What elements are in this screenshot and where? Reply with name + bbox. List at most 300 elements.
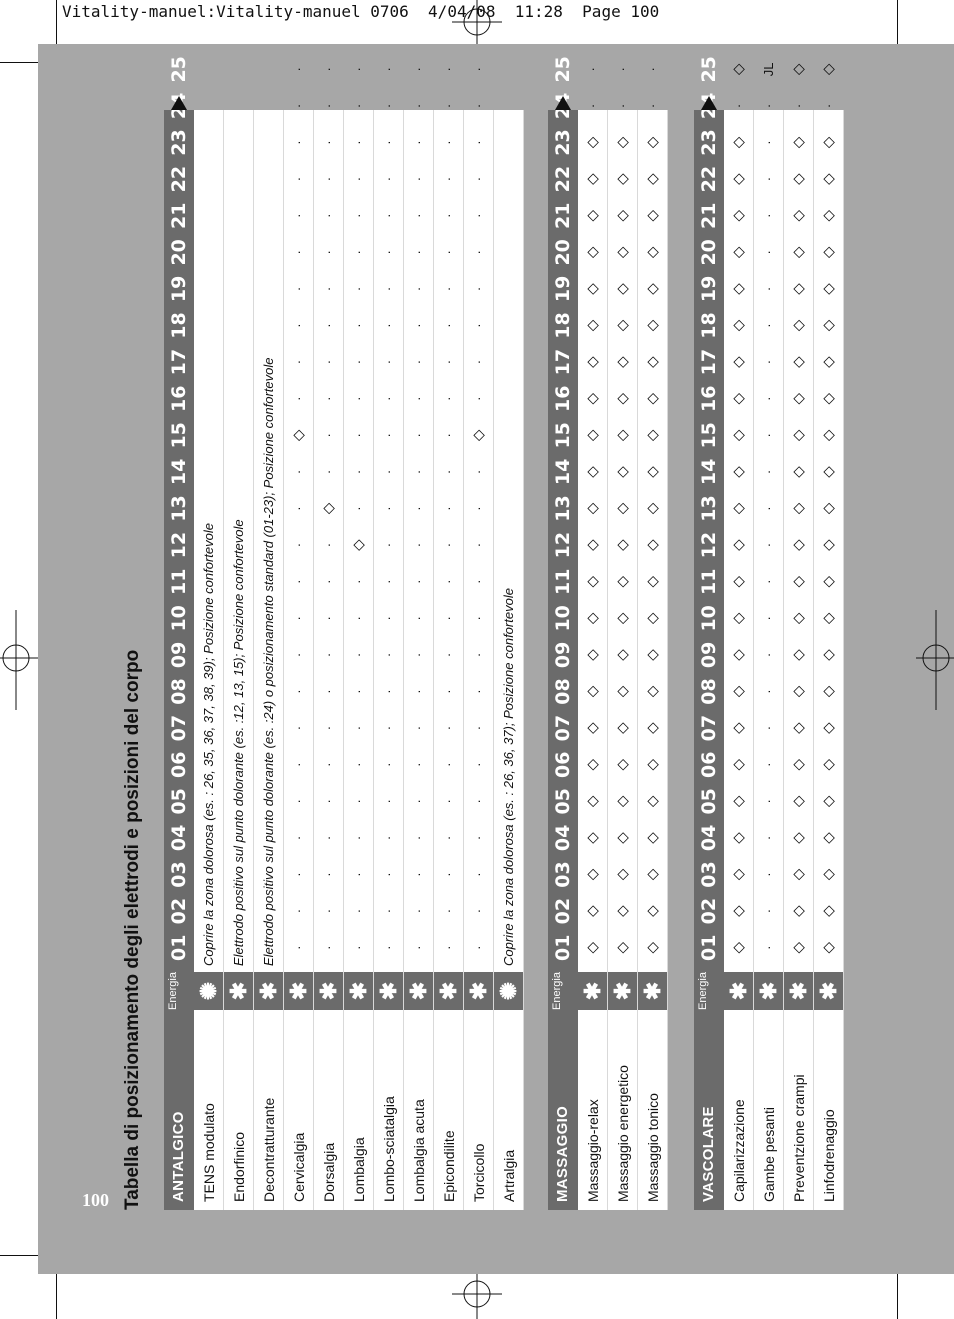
position-cell: ◇ [644, 209, 661, 222]
position-cell: · [761, 689, 776, 694]
position-cell: · [791, 103, 806, 109]
position-cell: · [761, 213, 776, 218]
position-cell: · [381, 616, 396, 621]
position-cell: · [321, 689, 336, 694]
position-cell: · [441, 286, 456, 292]
position-header: 03 [698, 861, 720, 888]
table-row [344, 67, 374, 1210]
position-cell: ◇ [790, 246, 807, 259]
star-icon: ✱ [724, 972, 754, 1010]
position-cell: ◇ [820, 612, 837, 625]
position-cell: ◇ [790, 539, 807, 551]
position-cell: · [761, 835, 776, 841]
position-cell: ◇ [790, 392, 807, 405]
position-cell: · [471, 286, 486, 292]
position-cell: · [291, 542, 306, 548]
position-cell: ◇ [584, 868, 601, 881]
position-cell: · [441, 250, 456, 255]
page-number: 100 [82, 1190, 109, 1210]
position-cell: ◇ [790, 429, 807, 442]
position-cell: · [291, 579, 306, 584]
position-header: 22 [168, 165, 190, 193]
star-icon: ✱ [784, 972, 814, 1010]
star-icon: ✱ [814, 972, 844, 1010]
position-header: 16 [698, 385, 720, 412]
position-cell: JL [761, 62, 776, 77]
position-header: 20 [168, 239, 190, 266]
position-cell: ◇ [790, 356, 807, 368]
position-cell: ◇ [790, 685, 807, 698]
position-cell: · [411, 469, 426, 475]
position-header: 20 [552, 239, 574, 266]
position-cell: · [645, 103, 660, 109]
position-cell: · [291, 725, 306, 731]
position-cell: ◇ [730, 173, 747, 185]
position-header: 17 [168, 348, 190, 376]
position-cell: · [291, 250, 306, 255]
position-header: 14 [698, 458, 720, 486]
position-cell: ◇ [644, 392, 661, 405]
position-cell: ◇ [730, 868, 747, 881]
position-cell: · [411, 799, 426, 804]
position-cell: · [381, 140, 396, 145]
position-cell: ◇ [584, 319, 601, 332]
position-cell: ◇ [644, 758, 661, 771]
position-cell: · [381, 579, 396, 584]
position-cell: ◇ [350, 539, 367, 551]
position-cell: ◇ [584, 246, 601, 259]
position-header: 07 [552, 714, 574, 742]
position-cell: ◇ [790, 319, 807, 332]
section-header [548, 56, 578, 1210]
position-header: 13 [168, 495, 190, 522]
crop-mark [0, 1255, 38, 1256]
position-header: 22 [698, 165, 720, 193]
position-cell: · [441, 67, 456, 72]
registration-mark-icon [452, 1274, 502, 1319]
position-cell: ◇ [730, 319, 747, 332]
position-cell: ◇ [614, 685, 631, 698]
position-cell: · [441, 872, 456, 877]
position-header: 19 [552, 275, 574, 303]
position-header: 08 [698, 678, 720, 705]
position-header: 09 [168, 641, 190, 669]
row-label: Massaggio-relax [585, 1099, 601, 1202]
position-cell: · [321, 433, 336, 438]
table-row [608, 67, 638, 1210]
position-cell: · [585, 67, 600, 72]
position-cell: ◇ [820, 575, 837, 588]
section-title: VASCOLARE [700, 1106, 717, 1202]
position-cell: · [411, 359, 426, 365]
position-cell: · [441, 396, 456, 401]
position-cell: ◇ [584, 392, 601, 405]
position-cell: · [411, 506, 426, 511]
position-cell: ◇ [614, 392, 631, 405]
position-cell: · [761, 140, 776, 145]
position-cell: · [381, 689, 396, 694]
energy-column-header: Energia [164, 972, 194, 1010]
position-cell: · [351, 689, 366, 694]
position-cell: · [291, 945, 306, 950]
position-cell: · [321, 835, 336, 841]
position-header: 15 [698, 422, 720, 449]
position-cell: · [585, 103, 600, 109]
position-cell: · [761, 579, 776, 584]
position-cell: · [291, 506, 306, 511]
star-icon: ✱ [608, 972, 638, 1010]
arrow-icon [555, 96, 571, 110]
table-row [314, 67, 344, 1210]
position-cell: · [321, 945, 336, 950]
position-cell: · [441, 725, 456, 731]
position-cell: · [321, 872, 336, 877]
position-cell: · [291, 286, 306, 292]
position-cell: ◇ [820, 722, 837, 734]
position-cell: ◇ [730, 502, 747, 515]
position-cell: ◇ [644, 466, 661, 478]
position-cell: · [761, 616, 776, 621]
star-icon: ✱ [638, 972, 668, 1010]
position-cell: · [615, 103, 630, 109]
position-cell: ◇ [730, 136, 747, 149]
position-header: 14 [552, 458, 574, 486]
row-note: Coprire la zona dolorosa (es. : 26, 35, 36, 37, 38, 39); Posizione confortevole [201, 523, 216, 966]
table-row [404, 67, 434, 1210]
row-label: TENS modulato [201, 1103, 217, 1202]
position-cell: ◇ [730, 905, 747, 917]
registration-mark-icon [916, 610, 954, 710]
position-cell: ◇ [820, 502, 837, 515]
position-cell: · [291, 67, 306, 72]
position-cell: ◇ [614, 319, 631, 332]
position-cell: ◇ [584, 466, 601, 478]
position-cell: ◇ [644, 502, 661, 515]
registration-mark-icon [452, 0, 502, 44]
position-cell: ◇ [644, 832, 661, 844]
row-label: Lombo-sciatalgia [381, 1096, 397, 1202]
position-cell: · [761, 286, 776, 292]
position-header: 06 [552, 751, 574, 778]
row-label: Gambe pesanti [761, 1107, 777, 1202]
position-cell: ◇ [614, 246, 631, 259]
position-header: 14 [168, 458, 190, 486]
position-header: 18 [168, 312, 190, 339]
position-cell: · [441, 506, 456, 511]
crop-mark [0, 62, 38, 63]
position-cell: ◇ [584, 502, 601, 515]
position-cell: · [321, 579, 336, 584]
position-cell: · [381, 542, 396, 548]
position-cell: · [321, 359, 336, 365]
position-cell: ◇ [584, 832, 601, 844]
position-cell: ◇ [614, 941, 631, 954]
position-cell: · [441, 652, 456, 658]
position-header: 24 [168, 92, 190, 120]
position-cell: · [411, 140, 426, 145]
position-cell: · [471, 213, 486, 218]
position-header: 20 [698, 239, 720, 266]
position-cell: · [381, 652, 396, 658]
position-header: 11 [168, 568, 190, 595]
position-header: 09 [698, 641, 720, 669]
position-cell: ◇ [730, 356, 747, 368]
position-cell: · [411, 945, 426, 950]
position-cell: · [351, 433, 366, 438]
position-cell: · [381, 872, 396, 877]
position-cell: · [441, 835, 456, 841]
position-cell: · [441, 213, 456, 218]
page-title: Tabella di posizionamento degli elettrodi e posizioni del corpo [122, 649, 143, 1210]
position-cell: ◇ [790, 173, 807, 185]
position-cell: ◇ [790, 649, 807, 661]
position-header: 21 [552, 202, 574, 229]
position-cell: · [381, 396, 396, 401]
table-row [578, 67, 608, 1210]
energy-column-header: Energia [694, 972, 724, 1010]
position-header: 09 [552, 641, 574, 669]
row-label: Decontratturante [261, 1097, 277, 1202]
position-header: 19 [168, 275, 190, 303]
position-cell: · [291, 469, 306, 475]
position-cell: · [441, 945, 456, 950]
position-cell: ◇ [584, 429, 601, 442]
row-label: Linfodrenaggio [821, 1109, 837, 1202]
position-header: 11 [552, 568, 574, 595]
position-cell: · [381, 469, 396, 475]
position-cell: · [761, 103, 776, 109]
star-icon: ✱ [434, 972, 464, 1010]
position-cell: ◇ [644, 649, 661, 661]
position-cell: · [761, 762, 776, 767]
star-icon: ✱ [404, 972, 434, 1010]
position-cell: ◇ [820, 356, 837, 368]
table-section-antalgico [164, 56, 524, 1210]
position-cell: · [321, 250, 336, 255]
position-cell: · [411, 103, 426, 109]
position-cell: · [441, 542, 456, 548]
position-cell: · [761, 359, 776, 365]
position-cell: ◇ [614, 868, 631, 881]
position-cell: ◇ [790, 758, 807, 771]
position-cell: · [351, 945, 366, 950]
row-label: Cervicalgia [291, 1132, 307, 1202]
position-cell: · [351, 286, 366, 292]
position-cell: ◇ [644, 941, 661, 954]
position-cell: · [351, 616, 366, 621]
position-cell: ◇ [820, 905, 837, 917]
position-cell: · [291, 359, 306, 365]
table-row [284, 67, 314, 1210]
position-cell: · [351, 250, 366, 255]
section-title: ANTALGICO [170, 1111, 187, 1202]
star-icon: ✱ [284, 972, 314, 1010]
position-cell: · [731, 103, 746, 109]
position-cell: ◇ [820, 758, 837, 771]
table-row [494, 110, 524, 1210]
position-cell: · [471, 323, 486, 328]
row-label: Dorsalgia [321, 1142, 337, 1202]
position-cell: ◇ [790, 868, 807, 881]
position-cell: · [291, 140, 306, 145]
position-cell: · [471, 872, 486, 877]
position-cell: · [291, 689, 306, 694]
position-cell: ◇ [790, 722, 807, 734]
position-header: 08 [168, 678, 190, 705]
position-cell: ◇ [730, 246, 747, 259]
position-cell: · [291, 323, 306, 328]
position-cell: · [471, 762, 486, 767]
position-cell: · [441, 762, 456, 767]
position-cell: ◇ [614, 649, 631, 661]
position-cell: ◇ [614, 795, 631, 808]
row-note: Elettrodo positivo sul punto dolorante (es. :12, 13, 15); Posizione confortevole [231, 519, 246, 966]
position-cell: ◇ [820, 466, 837, 478]
position-cell: ◇ [790, 941, 807, 954]
row-label: Preventzione crampi [791, 1074, 807, 1202]
position-cell: · [471, 799, 486, 804]
position-cell: ◇ [584, 136, 601, 149]
position-header: 15 [552, 422, 574, 449]
position-cell: · [351, 506, 366, 511]
position-cell: · [411, 323, 426, 328]
position-header: 25 [168, 56, 190, 83]
position-cell: · [441, 616, 456, 621]
position-cell: · [615, 67, 630, 72]
row-label: Lombalgia [351, 1137, 367, 1202]
position-header: 21 [698, 202, 720, 229]
position-cell: · [761, 872, 776, 877]
row-label: Capilarizzazione [731, 1099, 747, 1202]
position-header: 07 [168, 714, 190, 742]
crop-mark [56, 1274, 57, 1319]
position-cell: ◇ [730, 429, 747, 442]
position-cell: ◇ [614, 466, 631, 478]
position-cell: ◇ [730, 466, 747, 478]
position-cell: · [381, 176, 396, 182]
position-header: 23 [698, 129, 720, 156]
table-row [224, 110, 254, 1210]
position-cell: ◇ [614, 283, 631, 295]
position-cell: ◇ [584, 173, 601, 185]
sun-icon: ✺ [194, 972, 224, 1010]
position-cell: · [441, 799, 456, 804]
position-cell: ◇ [584, 209, 601, 222]
position-cell: · [291, 616, 306, 621]
position-cell: · [411, 835, 426, 841]
position-header: 17 [552, 348, 574, 376]
position-cell: ◇ [584, 758, 601, 771]
position-cell: ◇ [614, 539, 631, 551]
position-cell: · [291, 835, 306, 841]
position-cell: · [351, 799, 366, 804]
position-cell: · [351, 725, 366, 731]
table-row [814, 63, 844, 1210]
position-cell: ◇ [820, 832, 837, 844]
position-header: 23 [552, 129, 574, 156]
position-header: 24 [552, 92, 574, 120]
position-cell: ◇ [790, 575, 807, 588]
position-cell: ◇ [790, 283, 807, 295]
arrow-icon [701, 96, 717, 110]
position-cell: · [381, 908, 396, 914]
position-cell: ◇ [730, 539, 747, 551]
position-cell: · [471, 469, 486, 475]
sun-icon: ✺ [494, 972, 524, 1010]
position-cell: · [761, 506, 776, 511]
position-header: 18 [698, 312, 720, 339]
position-cell: · [321, 762, 336, 767]
position-cell: · [351, 652, 366, 658]
position-cell: ◇ [644, 319, 661, 332]
position-cell: · [351, 396, 366, 401]
position-header: 02 [552, 897, 574, 925]
position-cell: · [411, 396, 426, 401]
position-cell: · [321, 103, 336, 109]
position-cell: ◇ [790, 795, 807, 808]
position-cell: ◇ [820, 319, 837, 332]
position-cell: · [381, 286, 396, 292]
row-label: Endorfinico [231, 1131, 247, 1202]
position-cell: · [411, 872, 426, 877]
position-cell: · [411, 689, 426, 694]
position-cell: ◇ [470, 429, 487, 442]
crop-mark [56, 0, 57, 44]
position-cell: · [411, 67, 426, 72]
position-header: 13 [698, 495, 720, 522]
position-header: 05 [552, 788, 574, 815]
position-cell: · [381, 213, 396, 218]
position-cell: · [411, 176, 426, 182]
position-cell: ◇ [820, 63, 837, 76]
section-header [694, 56, 724, 1210]
table-row [194, 110, 224, 1210]
position-header: 12 [552, 531, 574, 559]
position-header: 25 [552, 56, 574, 83]
position-cell: · [351, 140, 366, 145]
position-header: 06 [168, 751, 190, 778]
position-header: 16 [552, 385, 574, 412]
position-header: 01 [168, 934, 190, 961]
position-cell: ◇ [644, 173, 661, 185]
table-row [784, 63, 814, 1210]
position-cell: · [471, 396, 486, 401]
position-cell: ◇ [644, 246, 661, 259]
position-cell: · [321, 286, 336, 292]
row-note: Coprire la zona dolorosa (es. : 26, 36, 37); Posizione confortevole [501, 588, 516, 966]
position-cell: · [381, 835, 396, 841]
position-header: 17 [698, 348, 720, 376]
position-cell: · [761, 945, 776, 950]
position-header: 06 [698, 751, 720, 778]
position-cell: · [411, 579, 426, 584]
position-cell: ◇ [614, 905, 631, 917]
position-cell: ◇ [320, 502, 337, 515]
position-cell: ◇ [614, 758, 631, 771]
position-header: 12 [168, 531, 190, 559]
position-cell: · [411, 908, 426, 914]
position-cell: ◇ [790, 905, 807, 917]
position-cell: ◇ [614, 429, 631, 442]
position-header: 13 [552, 495, 574, 522]
position-cell: · [471, 506, 486, 511]
registration-mark-icon [0, 610, 38, 710]
star-icon: ✱ [344, 972, 374, 1010]
position-cell: ◇ [730, 649, 747, 661]
position-cell: ◇ [614, 612, 631, 625]
position-cell: · [645, 67, 660, 72]
position-cell: · [351, 67, 366, 72]
